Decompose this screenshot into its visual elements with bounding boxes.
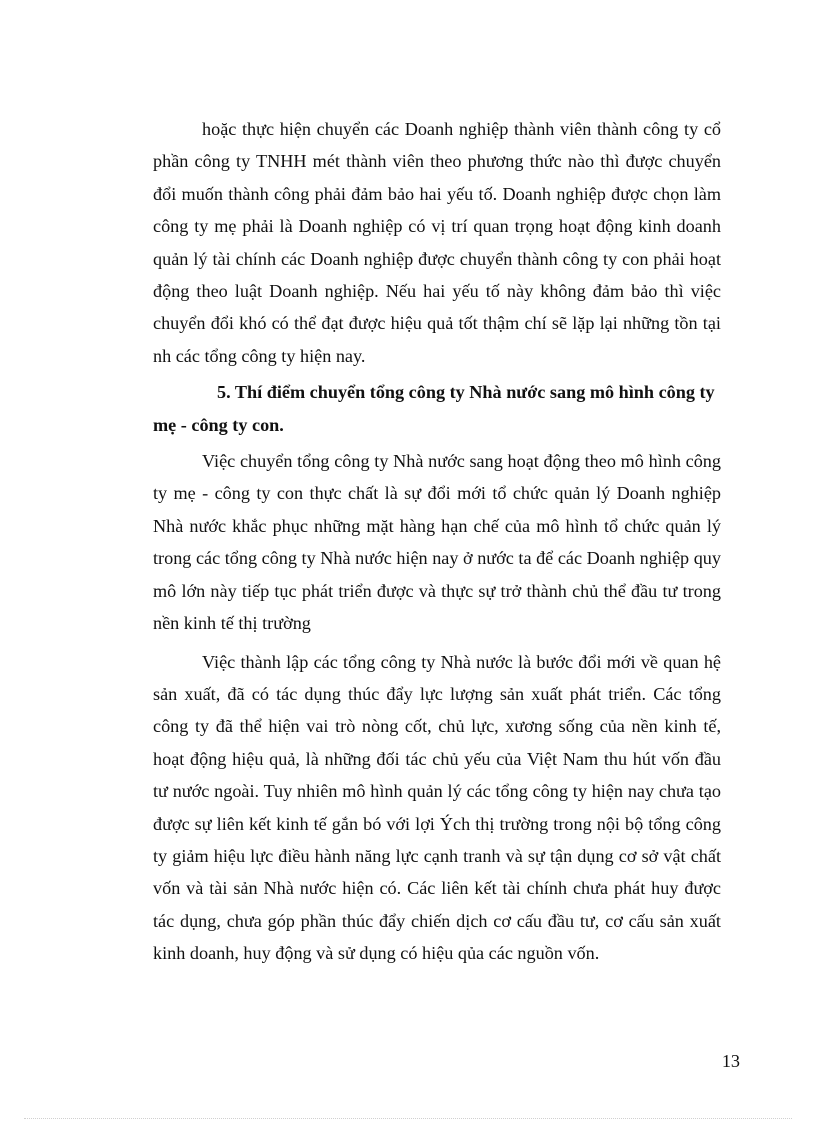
footer-divider [24,1118,792,1119]
page-body [153,113,721,970]
paragraph-model-conversion: Việc chuyển tổng công ty Nhà nước sang hoạt động theo mô hình công ty mẹ - công ty con thực chất là sự đổi mới tổ chức quản lý Doanh nghiệp Nhà nước khắc phục những mặt hàng hạn chế của mô hình tổ chức quản lý trong các tổng công ty Nhà nước hiện nay ở nước ta để các Doanh nghiệp quy mô lớn này tiếp tục phát triển được và thực sự trở thành chủ thể đầu tư trong nền kinh tế thị trường [153,451,721,634]
paragraph-continuation: hoặc thực hiện chuyển các Doanh nghiệp thành viên thành công ty cổ phần công ty TNHH mét thành viên theo phương thức nào thì được chuyển đổi muốn thành công phải đảm bảo hai yếu tố. Doanh nghiệp được chọn làm công ty mẹ phải là Doanh nghiệp có vị trí quan trọng hoạt động kinh doanh quản lý tài chính các Doanh nghiệp được chuyển thành công ty con phải hoạt động theo luật Doanh nghiệp. Nếu hai yếu tố này không đảm bảo thì việc chuyển đổi khó có thể đạt được hiệu quả tốt thậm chí sẽ lặp lại những tồn tại nh các tổng công ty hiện nay. [153,119,721,366]
paragraph-establishment: Việc thành lập các tổng công ty Nhà nước là bước đổi mới về quan hệ sản xuất, đã có tác dụng thúc đẩy lực lượng sản xuất phát triển. Các tổng công ty đã thể hiện vai trò nòng cốt, chủ lực, xương sống của nền kinh tế, hoạt động hiệu quả, là những đối tác chủ yếu của Việt Nam thu hút vốn đầu tư nước ngoài. Tuy nhiên mô hình quản lý các tổng công ty hiện nay chưa tạo được sự liên kết kinh tế gắn bó với lợi Ých thị trường trong nội bộ tổng công ty giảm hiệu lực điều hành năng lực cạnh tranh và sự tận dụng cơ sở vật chất vốn và tài sản Nhà nước hiện có. Các liên kết tài chính chưa phát huy được tác dụng, chưa góp phần thúc đẩy chiến dịch cơ cấu đầu tư, cơ cấu sản xuất kinh doanh, huy động và sử dụng có hiệu qủa các nguồn vốn. [153,651,721,964]
page-number: 13 [721,1051,740,1071]
section-heading: 5. Thí điểm chuyển tổng công ty Nhà nước sang mô hình công ty mẹ - công ty con. [153,382,715,435]
